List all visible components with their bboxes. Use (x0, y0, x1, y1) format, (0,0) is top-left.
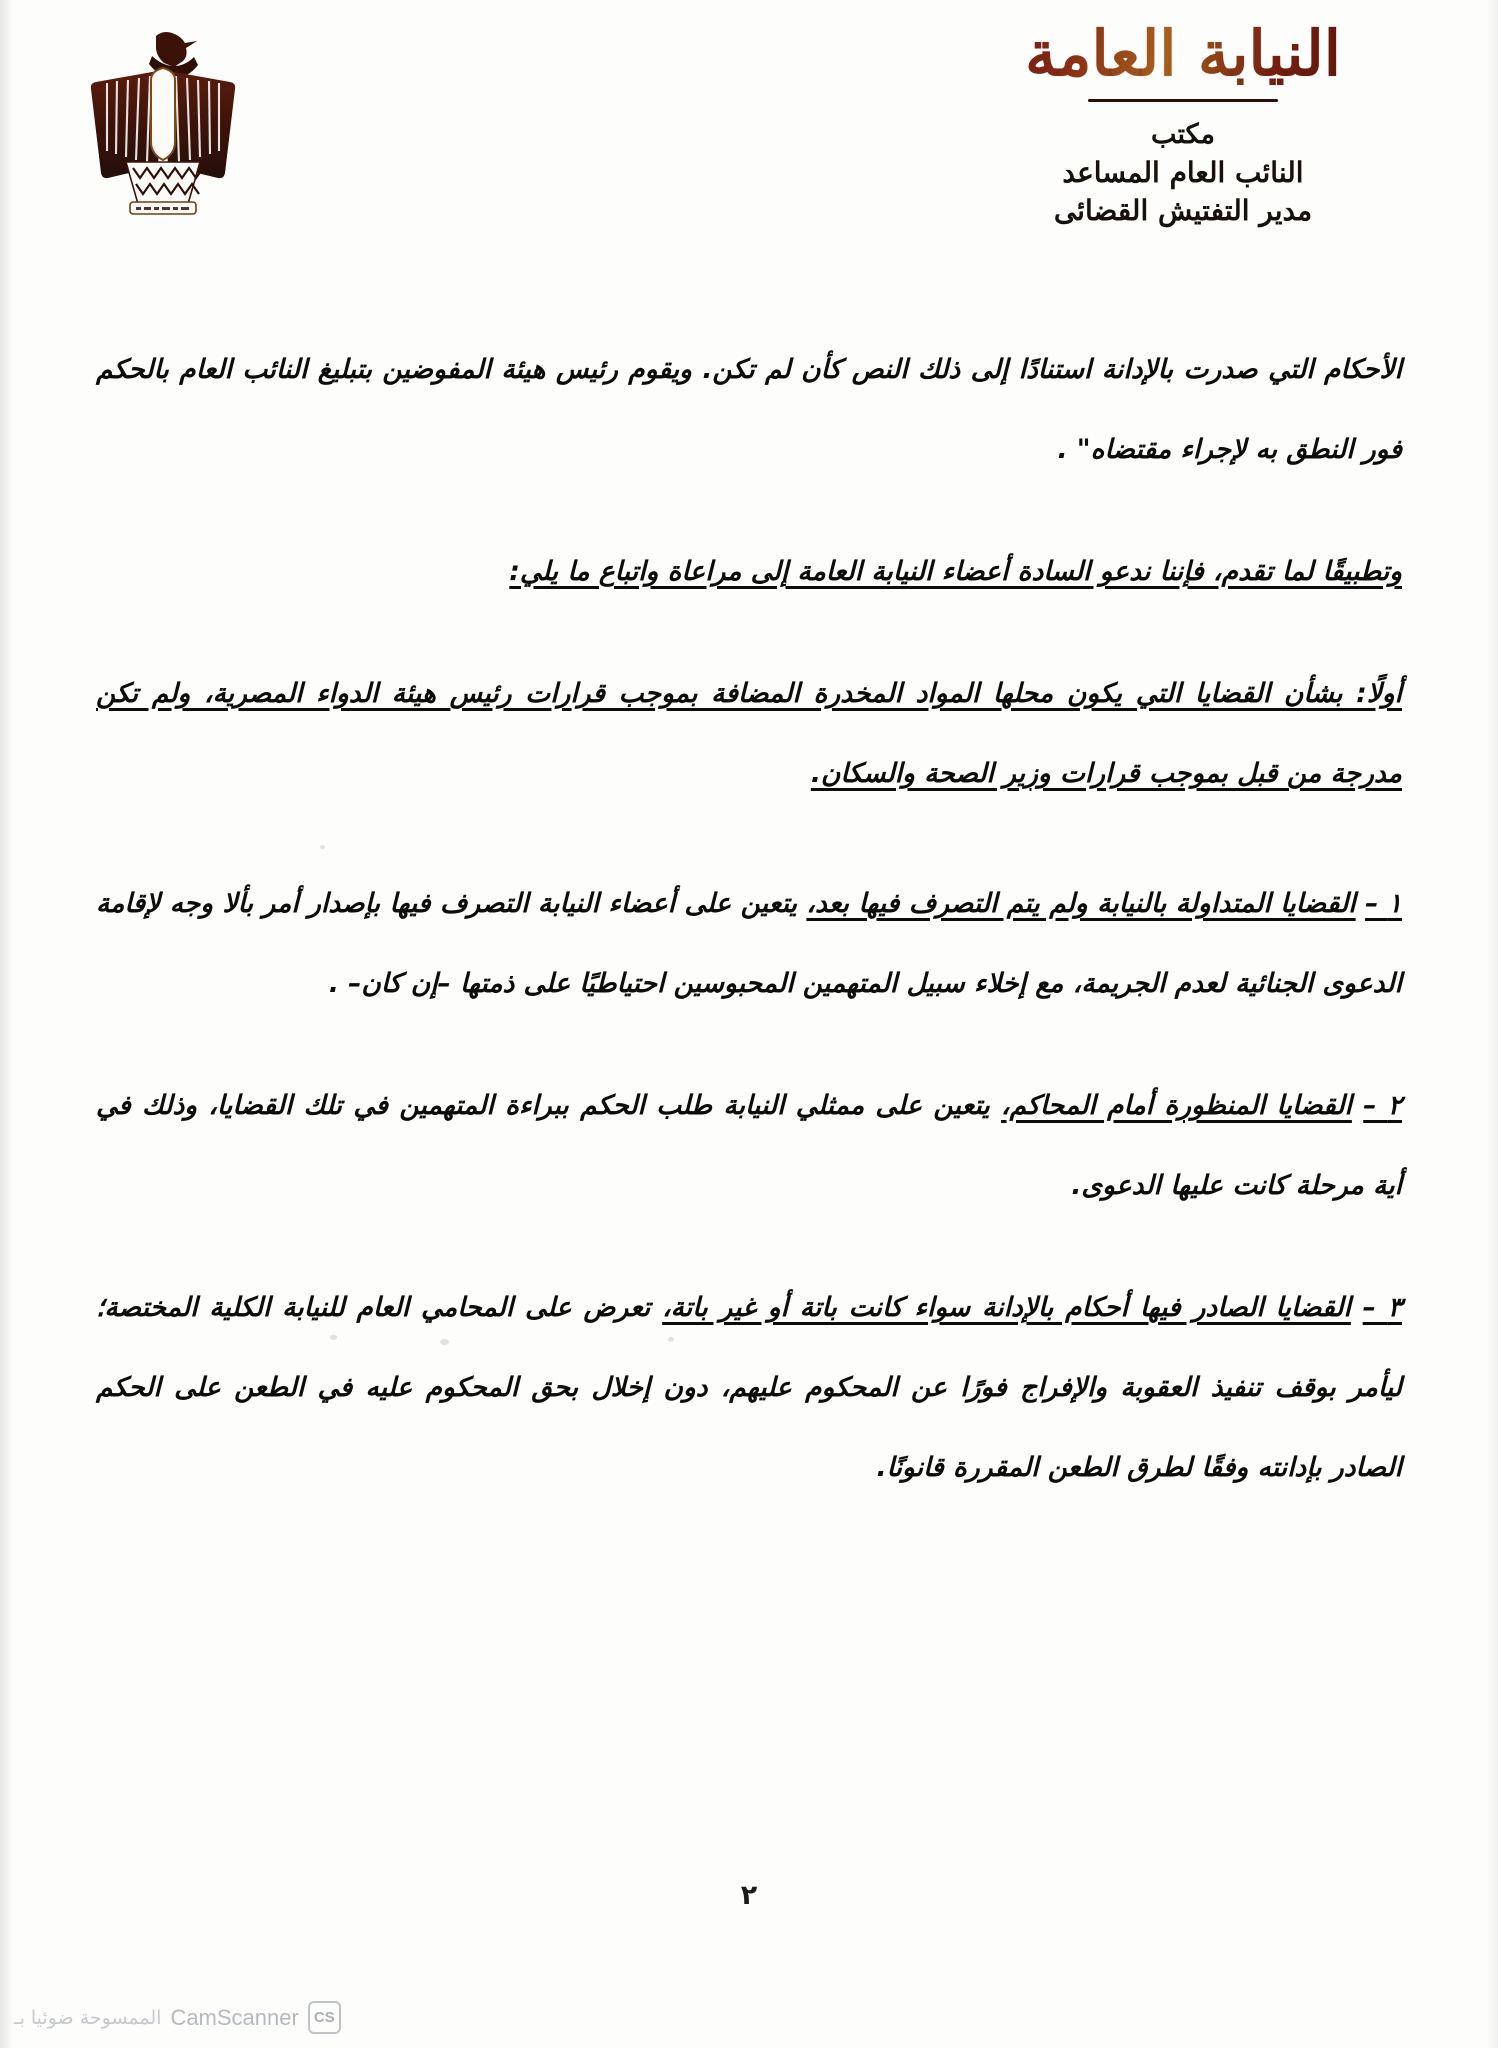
spacer (96, 490, 1402, 532)
list-item-tail: يتعين على ممثلي النيابة طلب الحكم ببراءة المتهمين في تلك القضايا، وذلك في أية مرحلة كانت عليها الدعوى. (96, 1090, 1402, 1201)
masthead (958, 18, 1408, 231)
list-item-number: ١ – (1365, 888, 1402, 919)
scan-edge-right (1488, 0, 1498, 2048)
paragraph-directive: وتطبيقًا لما تقدم، فإننا ندعو السادة أعضاء النيابة العامة إلى مراعاة واتباع ما يلي: (509, 556, 1402, 587)
page-number: ٢ (740, 1880, 758, 1911)
office-designation (958, 116, 1408, 231)
office-line-3: مدير التفتيش القضائى (1053, 194, 1313, 228)
spacer (96, 612, 1402, 654)
list-item-tail: تعرض على المحامي العام للنيابة الكلية المختصة؛ ليأمر بوقف تنفيذ العقوبة والإفراج فورًا عن المحكوم عليهم، دون إخلال بحق المحكوم عليه في الطعن على الحكم الصادر بإدانته وفقًا لطرق الطعن المقررة قانونًا. (96, 1292, 1402, 1483)
document-header (0, 0, 1498, 300)
list-item (96, 1066, 1402, 1226)
camscanner-badge-icon: CS (308, 2001, 341, 2034)
list-item (96, 864, 1402, 1024)
list-item-tail: يتعين على أعضاء النيابة التصرف فيها بإصدار أمر بألا وجه لإقامة الدعوى الجنائية لعدم الجريمة، مع إخلاء سبيل المتهمين المحبوسين احتياطيًا على ذمتها –إن كان– . (96, 888, 1402, 999)
spacer (96, 1024, 1402, 1066)
paragraph-continuation: الأحكام التي صدرت بالإدانة استنادًا إلى ذلك النص كأن لم تكن. ويقوم رئيس هيئة المفوضين بتبليغ النائب العام بالحكم فور النطق به لإجراء مقتضاه" . (96, 354, 1402, 465)
scan-edge-left (0, 0, 14, 2048)
list-item-head: القضايا المنظورة أمام المحاكم، (1001, 1090, 1352, 1121)
camscanner-watermark (14, 2001, 341, 2034)
document-body (96, 330, 1402, 1508)
camscanner-brand: CamScanner (170, 2004, 299, 2030)
spacer (96, 814, 1402, 864)
spacer (96, 1226, 1402, 1268)
list-item-number: ٣ – (1362, 1292, 1402, 1323)
list-item-head: القضايا المتداولة بالنيابة ولم يتم التصرف فيها بعد، (806, 888, 1356, 919)
section-heading-first: أولًا: بشأن القضايا التي يكون محلها المواد المخدرة المضافة بموجب قرارات رئيس هيئة الدواء المصرية، ولم تكن مدرجة من قبل بموجب قرارات وزير الصحة والسكان. (96, 678, 1402, 789)
masthead-title: النيابة العامة (958, 18, 1408, 89)
list-item-head: القضايا الصادر فيها أحكام بالإدانة سواء كانت باتة أو غير باتة، (662, 1292, 1351, 1323)
office-line-2: النائب العام المساعد (1062, 155, 1304, 189)
camscanner-arabic-note: الممسوحة ضوئيا بـ (14, 2006, 162, 2029)
office-line-1: مكتب (1150, 119, 1216, 151)
masthead-divider (1088, 99, 1278, 102)
list-item (96, 1268, 1402, 1508)
list-item-number: ٢ – (1363, 1090, 1402, 1121)
eagle-of-saladin-emblem (78, 26, 248, 216)
